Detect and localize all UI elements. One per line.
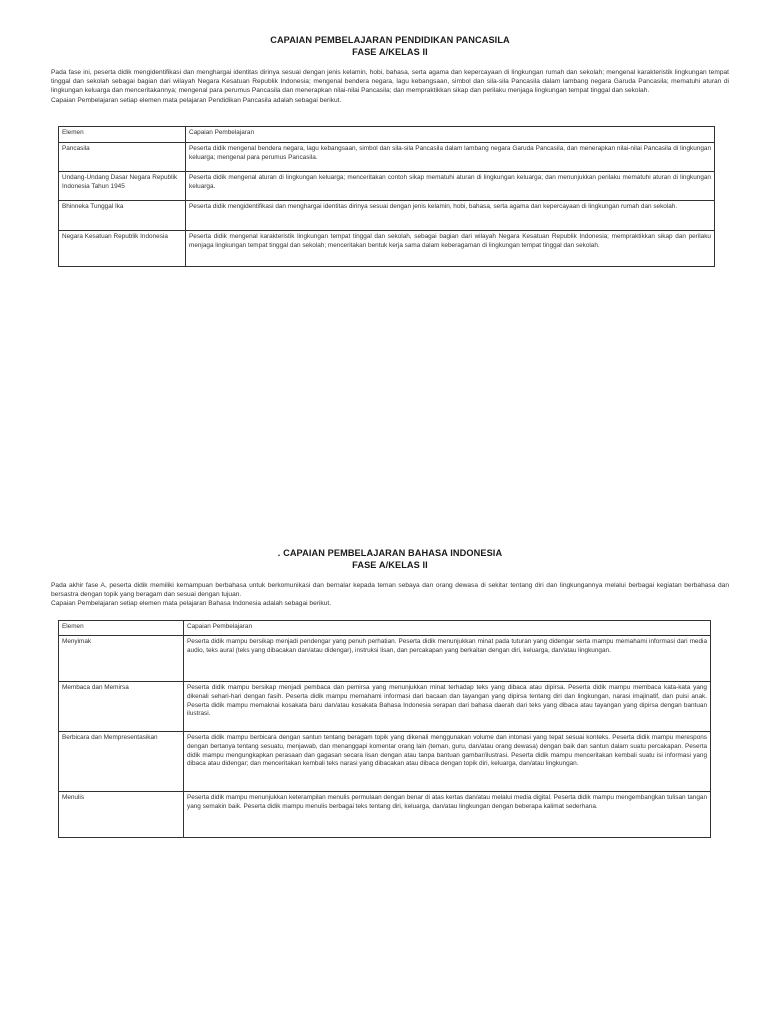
pancasila-table xyxy=(58,126,715,267)
row-elemen: Berbicara dan Mempresentasikan xyxy=(59,732,184,792)
header-elemen: Elemen xyxy=(59,127,186,143)
table-row xyxy=(59,636,711,682)
table-row xyxy=(59,231,715,267)
row-capaian: Peserta didik mampu bersikap menjadi pembaca dan pemirsa yang menunjukkan minat terhadap teks yang dibaca atau dipirsa. Peserta didik mampu membaca kata-kata yang dikenali sehari-hari dengan fasih. Peserta didik mampu memahami informasi dari bacaan dan tayangan yang dipirsa tentang diri dan lingkungan, narasi imajinatif, dan puisi anak. Peserta didik mampu memaknai kosakata baru dan/atau kosakata Bahasa Indonesia serapan dari bahasa daerah dari teks yang dibaca atau tayangan yang dipirsa dengan bantuan ilustrasi. xyxy=(184,682,711,732)
row-capaian: Peserta didik mengidentifikasi dan menghargai identitas dirinya sesuai dengan jenis kelamin, hobi, bahasa, serta agama dan kepercayaan di lingkungan rumah dan sekolah. xyxy=(186,201,715,231)
bahasa-intro xyxy=(51,581,729,609)
row-elemen: Undang-Undang Dasar Negara Republik Indonesia Tahun 1945 xyxy=(59,172,186,201)
bahasa-title-line1: . CAPAIAN PEMBELAJARAN BAHASA INDONESIA xyxy=(277,548,503,558)
row-elemen: Negara Kesatuan Republik Indonesia xyxy=(59,231,186,267)
bahasa-intro-paragraph: Pada akhir fase A, peserta didik memiliki kemampuan berbahasa untuk berkomunikasi dan bernalar kepada teman sebaya dan orang dewasa di sekitar tentang diri dan lingkungannya melalui berbagai kegiatan berbahasa dan bersastra dengan topik yang beragam dan sesuai dengan tujuan. xyxy=(51,582,729,599)
row-capaian: Peserta didik mampu menunjukkan keterampilan menulis permulaan dengan benar di atas kertas dan/atau melalui media digital. Peserta didik mampu mengembangkan tulisan tangan yang semakin baik. Peserta didik mampu menulis berbagai teks tentang diri, keluarga, dan/atau lingkungan dengan beberapa kalimat sederhana. xyxy=(184,792,711,838)
table-row xyxy=(59,143,715,172)
table-header-row xyxy=(59,127,715,143)
table-row xyxy=(59,792,711,838)
row-elemen: Pancasila xyxy=(59,143,186,172)
header-elemen: Elemen xyxy=(59,621,184,636)
pancasila-intro-paragraph: Pada fase ini, peserta didik mengidentifikasi dan menghargai identitas dirinya sesuai dengan jenis kelamin, hobi, bahasa, serta agama dan kepercayaan di lingkungan rumah dan sekolah; mengenal karakteristik lingkungan tempat tinggal dan sekolah sebagai bagian dari wilayah Negara Kesatuan Republik Indonesia; mengenal bendera negara, lagu kebangsaan, simbol dan sila-sila Pancasila dalam lambang negara Garuda Pancasila; mematuhi aturan di lingkungan keluarga dan menceritakannya; mengenal para perumus Pancasila dan menerapkan nilai-nilai Pancasila; dan mempraktikkan sikap dan perilaku menjaga lingkungan tempat tinggal dan sekolah. xyxy=(51,69,729,95)
row-elemen: Menyimak xyxy=(59,636,184,682)
row-elemen: Bhinneka Tunggal Ika xyxy=(59,201,186,231)
row-elemen: Membaca dan Memirsa xyxy=(59,682,184,732)
bahasa-title-line2: FASE A/KELAS II xyxy=(352,560,428,570)
table-row xyxy=(59,201,715,231)
bahasa-intro-note: Capaian Pembelajaran setiap elemen mata pelajaran Bahasa Indonesia adalah sebagai berikut. xyxy=(51,600,332,608)
row-capaian: Peserta didik mengenal karakteristik lingkungan tempat tinggal dan sekolah, sebagai bagian dari wilayah Negara Kesatuan Republik Indonesia; mempraktikkan sikap dan perilaku menjaga lingkungan tempat tinggal dan sekolah; menceritakan bentuk kerja sama dalam keberagaman di lingkungan tempat tinggal dan sekolah. xyxy=(186,231,715,267)
table-row xyxy=(59,682,711,732)
table-row xyxy=(59,172,715,201)
row-capaian: Peserta didik mampu berbicara dengan santun tentang beragam topik yang dikenali menggunakan volume dan intonasi yang tepat sesuai konteks. Peserta didik mampu merespons dengan bertanya tentang sesuatu, menjawab, dan menanggapi komentar orang lain (teman, guru, dan/atau orang dewasa) dengan baik dan santun dalam suatu percakapan. Peserta didik mampu mengungkapkan perasaan dan gagasan secara lisan dengan atau tanpa bantuan gambar/ilustrasi. Peserta didik mampu menceritakan kembali suatu isi informasi yang dibaca atau didengar; dan menceritakan kembali teks narasi yang dibacakan atau dibaca dengan topik diri, keluarga, dan/atau lingkungan. xyxy=(184,732,711,792)
header-capaian: Capaian Pembelajaran xyxy=(184,621,711,636)
row-capaian: Peserta didik mengenal aturan di lingkungan keluarga; menceritakan contoh sikap mematuhi aturan di lingkungan keluarga; dan menunjukkan perilaku mematuhi aturan di lingkungan keluarga. xyxy=(186,172,715,201)
table-header-row xyxy=(59,621,711,636)
bahasa-title xyxy=(0,547,768,571)
pancasila-title-line2: FASE A/KELAS II xyxy=(352,47,428,57)
table-row xyxy=(59,732,711,792)
pancasila-title xyxy=(0,34,768,58)
header-capaian: Capaian Pembelajaran xyxy=(186,127,715,143)
pancasila-intro xyxy=(51,68,729,105)
bahasa-table xyxy=(58,620,711,838)
row-elemen: Menulis xyxy=(59,792,184,838)
pancasila-intro-note: Capaian Pembelajaran setiap elemen mata pelajaran Pendidikan Pancasila adalah sebagai berikut. xyxy=(51,96,342,104)
row-capaian: Peserta didik mampu bersikap menjadi pendengar yang penuh perhatian. Peserta didik menunjukkan minat pada tuturan yang didengar serta mampu memahami informasi dari media audio, teks aural (teks yang dibacakan dan/atau didengar), instruksi lisan, dan percakapan yang berkaitan dengan diri, keluarga, dan/atau lingkungan. xyxy=(184,636,711,682)
row-capaian: Peserta didik mengenal bendera negara, lagu kebangsaan, simbol dan sila-sila Pancasila dalam lambang negara Garuda Pancasila, dan menerapkan nilai-nilai Pancasila di lingkungan keluarga; mengenal para perumus Pancasila. xyxy=(186,143,715,172)
pancasila-title-line1: CAPAIAN PEMBELAJARAN PENDIDIKAN PANCASILA xyxy=(270,35,510,45)
